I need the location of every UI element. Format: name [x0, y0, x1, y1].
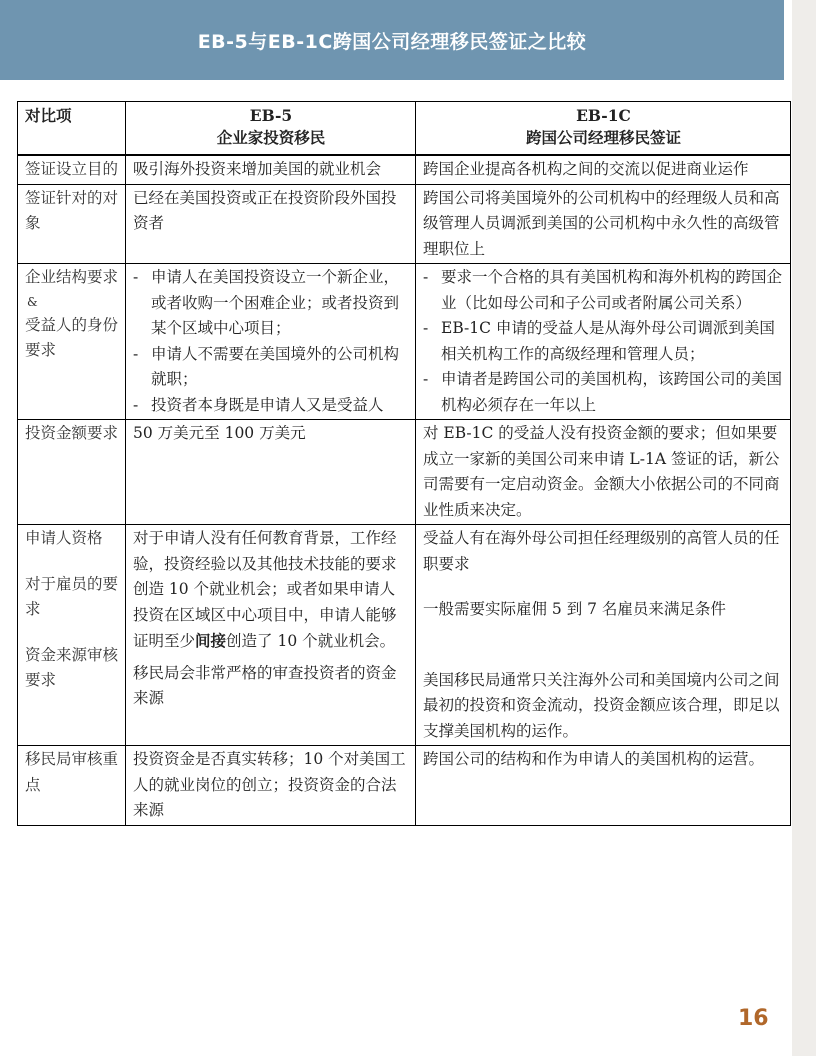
list-item: - 申请人在美国投资设立一个新企业，或者收购一个困难企业；或者投资到某个区域中心项目；	[133, 265, 409, 342]
header-eb5-name: 企业家投资移民	[216, 128, 326, 147]
header-eb1c	[416, 102, 791, 156]
dash-marker: -	[133, 344, 139, 363]
qualification-eb5: 对于申请人没有任何教育背景，工作经验，投资经验以及其他技术技能的要求	[133, 529, 397, 573]
qualification-eb1c: 受益人有在海外母公司担任经理级别的高管人员的任职要求	[423, 529, 780, 573]
header-eb1c-code: EB-1C	[576, 106, 631, 125]
dash-marker: -	[423, 370, 429, 388]
cell-eb1c-combined	[416, 525, 791, 746]
header-eb1c-name: 跨国公司经理移民签证	[525, 128, 681, 147]
row-label-structure	[18, 264, 126, 420]
row-label-purpose: 签证设立目的	[18, 155, 126, 184]
cell-eb1c-target: 跨国公司将美国境外的公司机构中的经理级人员和高级管理人员调派到美国的公司机构中永久性的高级管理职位上	[416, 184, 791, 264]
cell-eb1c-structure	[416, 264, 791, 420]
structure-label-b: 受益人的身份要求	[25, 315, 119, 359]
row-label-focus: 移民局审核重点	[18, 746, 126, 826]
funds-eb5: 移民局会非常严格的审查投资者的资金来源	[133, 663, 397, 707]
cell-eb5-focus: 投资资金是否真实转移；10 个对美国工人的就业岗位的创立；投资资金的合法来源	[126, 746, 416, 826]
bold-indirect: 间接	[195, 631, 227, 650]
table-row	[18, 264, 791, 420]
header-label: 对比项	[18, 102, 126, 156]
qualification-label: 申请人资格	[25, 529, 103, 547]
cell-eb5-purpose: 吸引海外投资来增加美国的就业机会	[126, 155, 416, 184]
comparison-table	[17, 101, 791, 826]
dash-marker: -	[423, 319, 429, 337]
employee-label: 对于雇员的要求	[25, 574, 119, 618]
page-number: 16	[738, 1006, 769, 1031]
list-item: - 申请者是跨国公司的美国机构，该跨国公司的美国机构必须存在一年以上	[423, 367, 784, 418]
table-row	[18, 184, 791, 264]
table-row	[18, 525, 791, 746]
funds-label: 资金来源审核要求	[25, 645, 119, 689]
employee-eb5: 创造 10 个就业机会；或者如果申请人投资在区域区中心项目中，申请人能够证明至少间接创造了 10 个就业机会。	[133, 580, 397, 650]
row-label-target: 签证针对的对象	[18, 184, 126, 264]
list-item: - 投资者本身既是申请人又是受益人	[133, 393, 409, 419]
cell-eb5-structure	[126, 264, 416, 420]
table-row	[18, 746, 791, 826]
title-bar	[0, 0, 784, 80]
list-item: - 申请人不需要在美国境外的公司机构就职；	[133, 342, 409, 393]
table-header-row	[18, 102, 791, 156]
row-label-investment: 投资金额要求	[18, 420, 126, 525]
table-row	[18, 155, 791, 184]
dash-marker: -	[133, 395, 139, 414]
cell-eb1c-investment: 对 EB-1C 的受益人没有投资金额的要求；但如果要成立一家新的美国公司来申请 L-1A 签证的话，新公司需要有一定启动资金。金额大小依据公司的不同商业性质来决定。	[416, 420, 791, 525]
cell-eb1c-focus: 跨国公司的结构和作为申请人的美国机构的运营。	[416, 746, 791, 826]
header-eb5	[126, 102, 416, 156]
list-item: - 要求一个合格的具有美国机构和海外机构的跨国企业（比如母公司和子公司或者附属公司关系）	[423, 265, 784, 316]
dash-marker: -	[423, 268, 429, 286]
table-row	[18, 420, 791, 525]
cell-eb1c-purpose: 跨国企业提高各机构之间的交流以促进商业运作	[416, 155, 791, 184]
employee-eb1c: 一般需要实际雇佣 5 到 7 名雇员来满足条件	[423, 600, 726, 618]
structure-label-amp: &	[27, 294, 38, 309]
funds-eb1c: 美国移民局通常只关注海外公司和美国境内公司之间最初的投资和资金流动，投资金额应该合理，即足以支撑美国机构的运作。	[423, 670, 780, 740]
cell-eb5-investment: 50 万美元至 100 万美元	[126, 420, 416, 525]
row-label-combined	[18, 525, 126, 746]
cell-eb5-combined	[126, 525, 416, 746]
page-title: EB-5与EB-1C跨国公司经理移民签证之比较	[197, 30, 587, 53]
side-strip	[792, 0, 816, 1056]
dash-marker: -	[133, 268, 139, 286]
header-eb5-code: EB-5	[249, 106, 293, 125]
structure-label-a: 企业结构要求	[25, 268, 119, 286]
cell-eb5-target: 已经在美国投资或正在投资阶段外国投资者	[126, 184, 416, 264]
list-item: - EB-1C 申请的受益人是从海外母公司调派到美国相关机构工作的高级经理和管理人员；	[423, 316, 784, 367]
